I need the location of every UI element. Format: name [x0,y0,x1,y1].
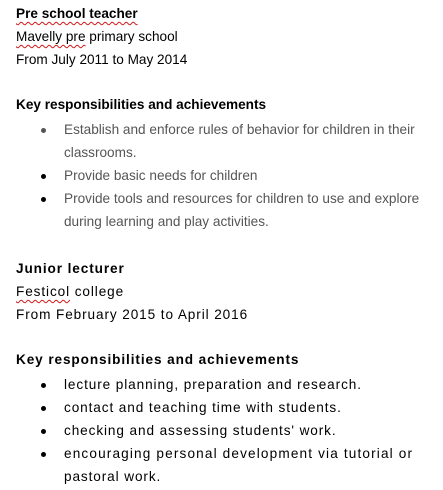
job1-title [16,6,138,22]
job1-bullet-1-line-2: classrooms. [64,145,137,160]
bullet-icon [41,406,46,411]
job1-bullet-3-line-1: Provide tools and resources for children to use and explore [64,191,420,206]
job2-bullet-4-line-2: pastoral work. [64,469,162,484]
bullet-icon [41,383,46,388]
bullet-icon [41,197,46,202]
job1-title-text: Pre school teacher [16,6,138,21]
bullet-icon [41,174,46,179]
bullet-icon [41,429,46,434]
job1-bullet-3-line-2: during learning and play activities. [64,214,269,229]
job1-bullet-2: Provide basic needs for children [64,168,258,183]
job1-period: From July 2011 to May 2014 [16,52,188,67]
job2-bullet-3: checking and assessing students' work. [64,423,337,438]
job1-organization [16,29,178,45]
job2-period: From February 2015 to April 2016 [16,307,249,322]
job1-bullet-1-line-1: Establish and enforce rules of behavior for children in their [64,122,415,137]
job2-title: Junior lecturer [16,261,125,276]
job1-heading: Key responsibilities and achievements [16,97,267,112]
job2-organization [16,284,124,300]
job2-org-rest: college [70,284,125,299]
job2-heading: Key responsibilities and achievements [16,352,300,367]
job1-org-rest: primary school [85,29,178,44]
job2-org-name: Festicol [16,284,71,299]
bullet-icon [41,128,46,133]
job1-org-name: Mavelly pre [16,29,86,44]
bullet-icon [41,452,46,457]
job2-bullet-1: lecture planning, preparation and research. [64,377,362,392]
job2-bullet-4-line-1: encouraging personal development via tutorial or [64,446,414,461]
job2-bullet-2: contact and teaching time with students. [64,400,342,415]
